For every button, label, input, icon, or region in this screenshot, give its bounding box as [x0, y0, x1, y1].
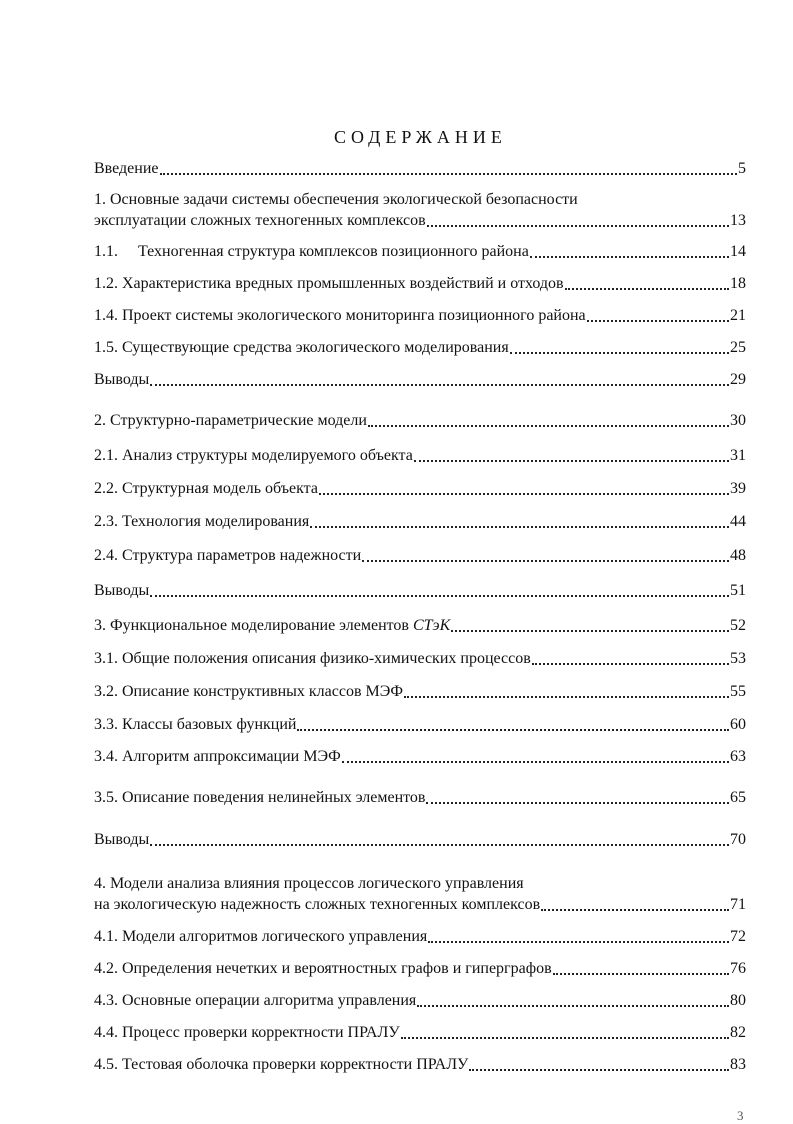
- leader-dots: [426, 796, 729, 804]
- leader-dots: [414, 454, 729, 462]
- toc-entry-label: 2. Структурно-параметрические модели: [94, 412, 367, 429]
- toc-page-number: 13: [730, 212, 746, 229]
- toc-entry-label-line1: 1. Основные задачи системы обеспечения экологической безопасности: [94, 191, 578, 208]
- toc-page-number: 29: [730, 371, 746, 388]
- toc-page-number: 30: [730, 412, 746, 429]
- toc-entry-section-2-4[interactable]: [94, 545, 746, 566]
- toc-entry-chapter-2[interactable]: [94, 410, 746, 431]
- toc-entry-conclusions-2[interactable]: [94, 580, 746, 601]
- toc-entry-label: 2.4. Структура параметров надежности: [94, 547, 362, 564]
- toc-entry-label: Выводы: [94, 831, 150, 848]
- toc-page-number: 25: [730, 339, 746, 356]
- leader-dots: [427, 219, 729, 227]
- toc-entry-label: 2.3. Технология моделирования: [94, 513, 310, 530]
- toc-entry-title-emphasis: СТэК: [412, 617, 451, 634]
- toc-entry-label: Выводы: [94, 582, 150, 599]
- leader-dots: [541, 903, 729, 911]
- toc-page-number: 44: [730, 513, 746, 530]
- toc-entry-section-3-1[interactable]: [94, 648, 746, 669]
- leader-dots: [310, 520, 729, 528]
- toc-page-number: 48: [730, 547, 746, 564]
- toc-entry-section-4-4[interactable]: [94, 1022, 746, 1043]
- toc-page-number: 31: [730, 447, 746, 464]
- toc-page-number: 70: [730, 831, 746, 848]
- leader-dots: [451, 624, 729, 632]
- toc-entry-label: Выводы: [94, 371, 150, 388]
- toc-entry-label: 4.5. Тестовая оболочка проверки корректности ПРАЛУ: [94, 1056, 469, 1073]
- toc-entry-conclusions-1[interactable]: [94, 369, 746, 390]
- toc-entry-label: 3.5. Описание поведения нелинейных элементов: [94, 789, 426, 806]
- leader-dots: [150, 378, 729, 386]
- toc-page-number: 82: [730, 1024, 746, 1041]
- toc-entry-section-4-2[interactable]: [94, 958, 746, 979]
- toc-entry-label: 3.4. Алгоритм аппроксимации МЭФ: [94, 748, 341, 765]
- toc-entry-label: 4.3. Основные операции алгоритма управления: [94, 992, 417, 1009]
- toc-entry-section-4-1[interactable]: [94, 926, 746, 947]
- toc-page-number: 63: [730, 748, 746, 765]
- toc-entry-label: эксплуатации сложных техногенных комплексов: [94, 212, 426, 229]
- toc-page-number: 18: [730, 275, 746, 292]
- leader-dots: [342, 755, 729, 763]
- page-number: 3: [737, 1108, 744, 1123]
- toc-entry-label-line1: 4. Модели анализа влияния процессов логического управления: [94, 875, 524, 892]
- toc-entry-label: 3.3. Классы базовых функций: [94, 716, 297, 733]
- toc-page-number: 5: [738, 160, 746, 177]
- leader-dots: [565, 282, 729, 290]
- toc-page-number: 76: [730, 960, 746, 977]
- toc-entry-conclusions-3[interactable]: [94, 829, 746, 850]
- toc-entry-section-4-3[interactable]: [94, 990, 746, 1011]
- leader-dots: [469, 1063, 729, 1071]
- leader-dots: [417, 999, 729, 1007]
- toc-entry-label: 4.4. Процесс проверки корректности ПРАЛУ: [94, 1024, 400, 1041]
- toc-entry-chapter-3[interactable]: [94, 615, 746, 636]
- toc-page-number: 53: [730, 650, 746, 667]
- toc-page-number: 83: [730, 1056, 746, 1073]
- toc-entry-section-3-5[interactable]: [94, 787, 746, 808]
- toc-page-number: 21: [730, 307, 746, 324]
- toc-entry-label: [94, 241, 529, 262]
- toc-page-number: 55: [730, 683, 746, 700]
- toc-page-number: 51: [730, 582, 746, 599]
- toc-entry-label: Введение: [94, 160, 159, 177]
- toc-entry-section-1-1[interactable]: [94, 241, 746, 262]
- toc-entry-section-2-2[interactable]: [94, 478, 746, 499]
- toc-entry-introduction[interactable]: [94, 158, 746, 179]
- toc-entry-label: 3.2. Описание конструктивных классов МЭФ: [94, 683, 404, 700]
- leader-dots: [553, 967, 729, 975]
- leader-dots: [530, 250, 729, 258]
- toc-entry-label: 1.5. Существующие средства экологического моделирования: [94, 339, 509, 356]
- toc-entry-label: 4.1. Модели алгоритмов логического управления: [94, 928, 428, 945]
- toc-entry-number: 1.1.: [94, 243, 118, 260]
- toc-page-number: 65: [730, 789, 746, 806]
- toc-page-number: 39: [730, 480, 746, 497]
- toc-entry-chapter-4[interactable]: [94, 873, 746, 915]
- toc-entry-label: 4.2. Определения нечетких и вероятностных графов и гиперграфов: [94, 960, 552, 977]
- toc-entry-chapter-1[interactable]: [94, 189, 746, 231]
- toc-entry-section-3-3[interactable]: [94, 714, 746, 735]
- leader-dots: [404, 690, 729, 698]
- toc-entry-section-3-4[interactable]: [94, 746, 746, 767]
- toc-entry-title: 3. Функциональное моделирование элементов: [94, 617, 409, 634]
- leader-dots: [160, 167, 738, 175]
- toc-page-number: 80: [730, 992, 746, 1009]
- toc-entry-section-1-2[interactable]: [94, 273, 746, 294]
- toc-entry-section-1-4[interactable]: [94, 305, 746, 326]
- toc-entry-label: 3.1. Общие положения описания физико-химических процессов: [94, 650, 531, 667]
- toc-page-number: 52: [730, 617, 746, 634]
- leader-dots: [297, 723, 729, 731]
- toc-page-number: 14: [730, 243, 746, 260]
- leader-dots: [401, 1031, 729, 1039]
- toc-page-number: 72: [730, 928, 746, 945]
- page-title: СОДЕРЖАНИЕ: [334, 127, 507, 147]
- toc-entry-section-2-1[interactable]: [94, 445, 746, 466]
- toc-page-number: 71: [730, 896, 746, 913]
- toc-entry-section-4-5[interactable]: [94, 1054, 746, 1075]
- toc-entry-title: Техногенная структура комплексов позиционного района: [138, 243, 529, 260]
- toc-entry-label: на экологическую надежность сложных техногенных комплексов: [94, 896, 541, 913]
- toc-page-number: 60: [730, 716, 746, 733]
- toc-entry-label: 1.4. Проект системы экологического мониторинга позиционного района: [94, 307, 586, 324]
- leader-dots: [428, 935, 729, 943]
- leader-dots: [150, 589, 729, 597]
- leader-dots: [587, 314, 729, 322]
- toc-entry-label: 2.2. Структурная модель объекта: [94, 480, 318, 497]
- leader-dots: [368, 419, 729, 427]
- toc-entry-label: 2.1. Анализ структуры моделируемого объекта: [94, 447, 413, 464]
- toc-entry-label: [94, 615, 450, 636]
- toc-entry-section-3-2[interactable]: [94, 681, 746, 702]
- leader-dots: [362, 554, 729, 562]
- leader-dots: [510, 346, 729, 354]
- leader-dots: [319, 487, 729, 495]
- toc-entry-label: 1.2. Характеристика вредных промышленных воздействий и отходов: [94, 275, 564, 292]
- toc-entry-section-1-5[interactable]: [94, 337, 746, 358]
- toc-entry-section-2-3[interactable]: [94, 511, 746, 532]
- leader-dots: [150, 838, 729, 846]
- leader-dots: [532, 657, 729, 665]
